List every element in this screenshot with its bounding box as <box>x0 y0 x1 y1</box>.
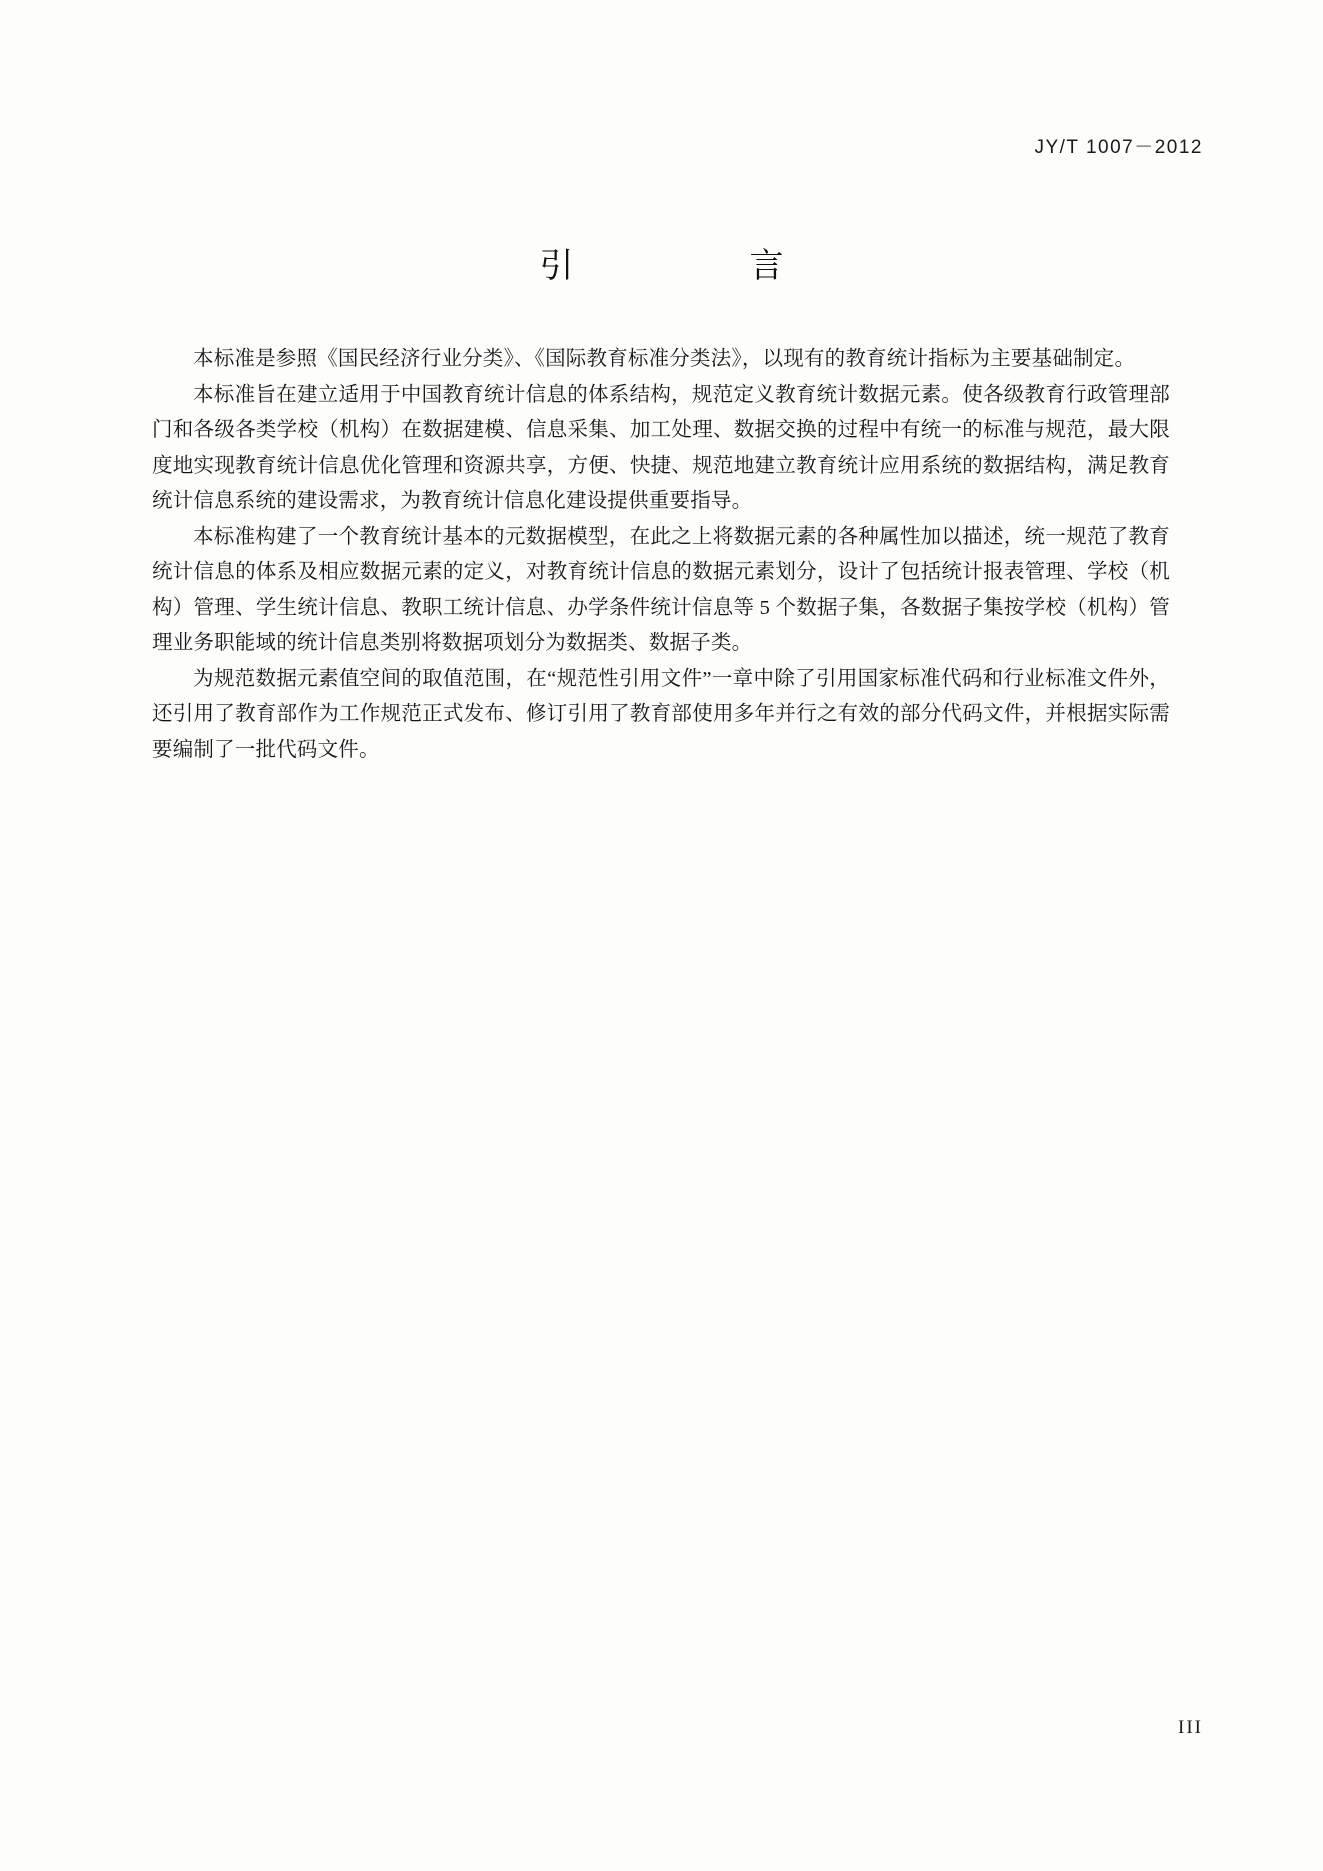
page-title: 引 言 <box>539 248 820 285</box>
standard-code-header: JY/T 1007－2012 <box>1034 137 1203 158</box>
paragraph: 本标准是参照《国民经济行业分类》、《国际教育标准分类法》，以现有的教育统计指标为主要基础制定。 <box>193 348 1136 370</box>
paragraph: 本标准构建了一个教育统计基本的元数据模型，在此之上将数据元素的各种属性加以描述，统一规范了教育统计信息的体系及相应数据元素的定义，对教育统计信息的数据元素划分，设计了包括统计报表管理、学校（机构）管理、学生统计信息、教职工统计信息、办学条件统计信息等 5 个数据子集，各数据子集按学校（机构）管理业务职能域的统计信息类别将数据项划分为数据类、数据子类。 <box>152 525 1170 654</box>
paragraph: 为规范数据元素值空间的取值范围，在“规范性引用文件”一章中除了引用国家标准代码和行业标准文件外，还引用了教育部作为工作规范正式发布、修订引用了教育部使用多年并行之有效的部分代码文件，并根据实际需要编制了一批代码文件。 <box>152 667 1170 761</box>
paragraph: 本标准旨在建立适用于中国教育统计信息的体系结构，规范定义教育统计数据元素。使各级教育行政管理部门和各级各类学校（机构）在数据建模、信息采集、加工处理、数据交换的过程中有统一的标准与规范，最大限度地实现教育统计信息优化管理和资源共享，方便、快捷、规范地建立教育统计应用系统的数据结构，满足教育统计信息系统的建设需求，为教育统计信息化建设提供重要指导。 <box>152 383 1170 512</box>
page-number: III <box>1178 1717 1203 1738</box>
body-text <box>152 342 1170 768</box>
